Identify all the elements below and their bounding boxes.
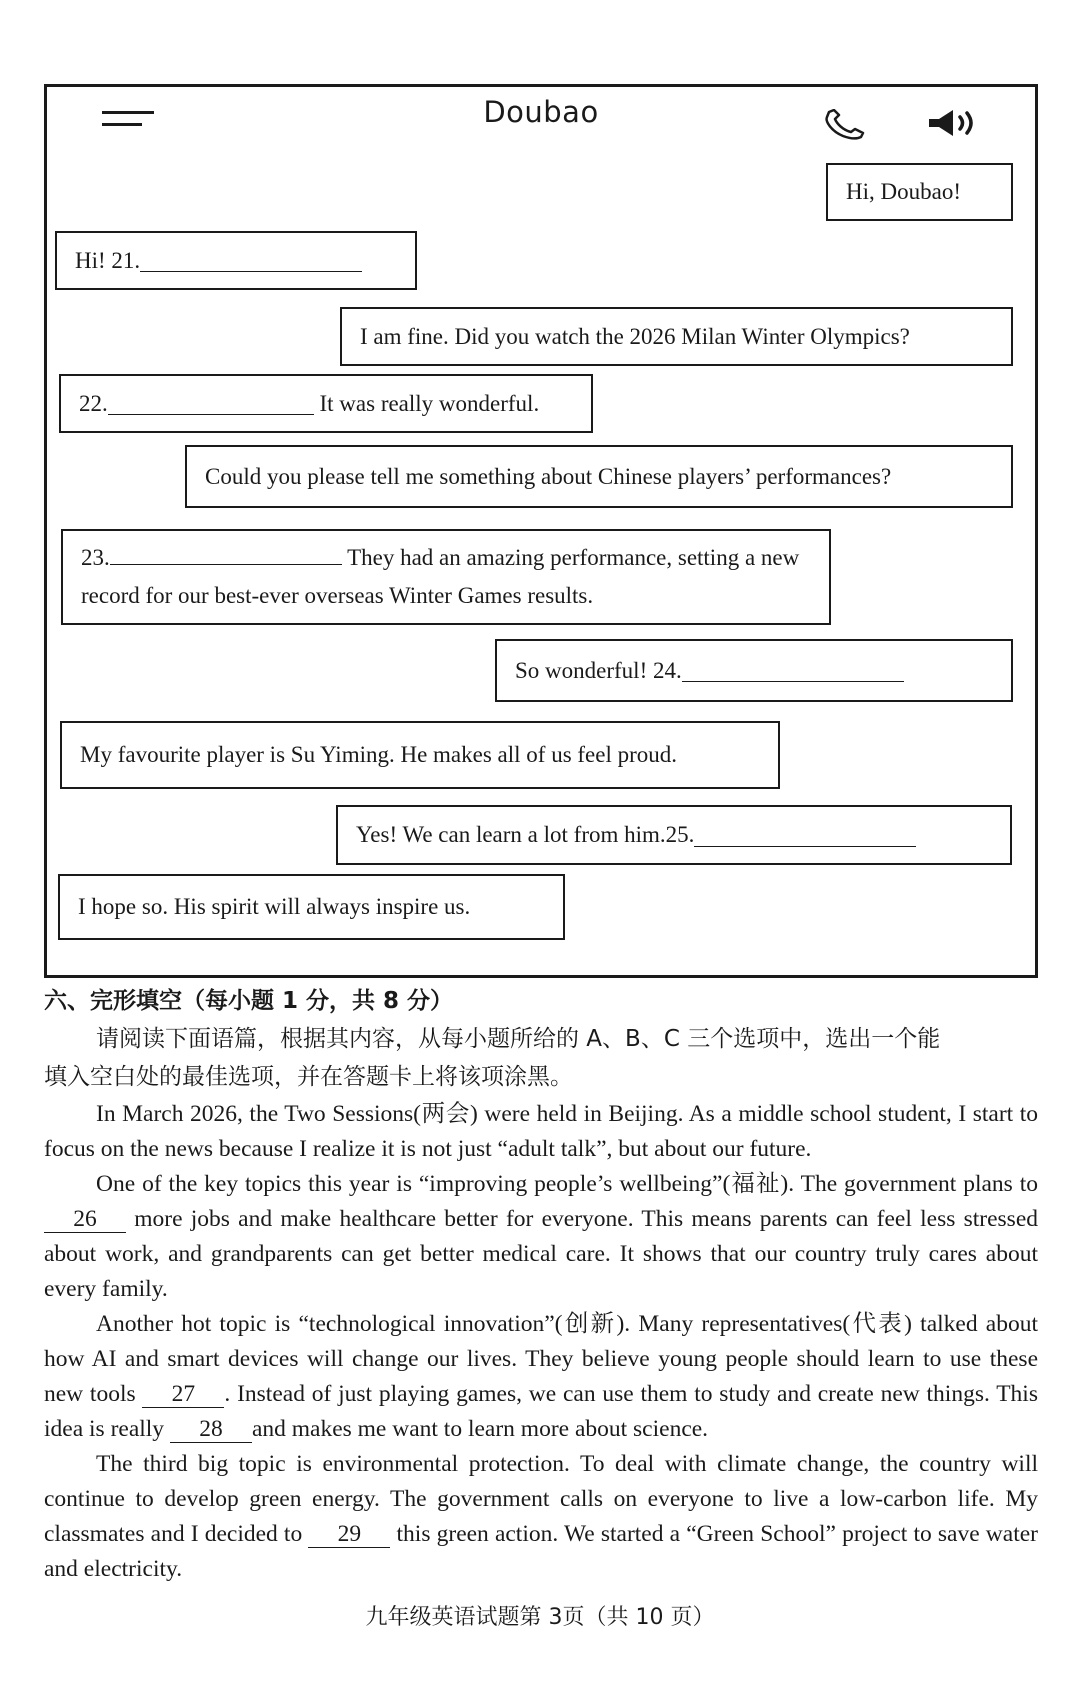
message-text: They had an amazing performance, setting a new (341, 545, 800, 570)
chat-bubble-right (826, 163, 1013, 221)
chat-bubble-right (495, 639, 1013, 702)
passage-paragraph-4 (44, 1447, 1038, 1587)
paragraph-text: and makes me want to learn more about science. (251, 1416, 709, 1442)
blank-29[interactable]: 29 (308, 1521, 390, 1548)
chat-bubble-right (185, 445, 1013, 508)
chat-bubble-left (61, 529, 831, 625)
page-footer: 九年级英语试题第 3页（共 10 页） (365, 1605, 715, 1630)
section-title: 六、完形填空（每小题 1 分，共 8 分） (44, 988, 454, 1014)
paragraph-text: One of the key topics this year is “improving people’s wellbeing”(福祉). The government plans to (96, 1171, 1038, 1197)
paragraph-text: The third big topic is environmental protection. To deal with climate change, the country will continue to develop green energy. The government calls on everyone to live a low-carbon life. My classmates and I decided to (44, 1451, 1038, 1547)
chat-bubble-left (55, 231, 417, 290)
chat-bubble-right (340, 307, 1013, 366)
message-text: My favourite player is Su Yiming. He makes all of us feel proud. (80, 742, 678, 767)
answer-blank-25[interactable] (694, 824, 916, 847)
message-text: Hi! 21. (75, 247, 141, 273)
app-title: Doubao (483, 95, 599, 129)
phone-icon[interactable] (823, 109, 871, 141)
answer-blank-22[interactable] (108, 392, 314, 415)
passage-paragraph-3 (44, 1307, 1038, 1447)
chat-bubble-left (60, 721, 780, 789)
chat-bubble-left (58, 874, 565, 940)
chat-bubble-right (336, 805, 1012, 865)
paragraph-text: more jobs and make healthcare better for everyone. This means parents can feel less stressed about work, and grandparents can get better medical care. It shows that our country truly cares about every family. (44, 1206, 1038, 1302)
answer-blank-23[interactable] (110, 542, 342, 565)
section-instruction: 填入空白处的最佳选项，并在答题卡上将该项涂黑。 (44, 1064, 573, 1090)
paragraph-text: In March 2026, the Two Sessions(两会) were held in Beijing. As a middle school student, I start to focus on the news because I realize it is not just “adult talk”, but about our future. (44, 1101, 1038, 1162)
paragraph-text: this green action. We started a “Green School” project to save water and electricity. (44, 1521, 1038, 1582)
paragraph-text: Another hot topic is “technological innovation”(创新). Many representatives(代表) talked about how AI and smart devices will change our lives. They believe young people should learn to use these new tools (44, 1311, 1038, 1407)
message-text: I am fine. Did you watch the 2026 Milan Winter Olympics? (360, 323, 910, 349)
chat-bubble-left (59, 374, 593, 433)
paragraph-text: . Instead of just playing games, we can use them to study and create new things. This idea is really (44, 1381, 1038, 1442)
chat-phone-frame (44, 84, 1038, 978)
message-text: Could you please tell me something about Chinese players’ performances? (205, 463, 892, 489)
message-text: record for our best-ever overseas Winter Games results. (81, 583, 594, 608)
message-text: So wonderful! 24. (515, 657, 682, 683)
message-text: Yes! We can learn a lot from him.25. (356, 822, 695, 847)
passage-paragraph-1 (44, 1097, 1038, 1167)
message-text: Hi, Doubao! (846, 179, 961, 204)
answer-blank-24[interactable] (682, 659, 904, 682)
answer-blank-21[interactable] (140, 249, 362, 272)
passage-paragraph-2 (44, 1167, 1038, 1307)
section-instruction: 请阅读下面语篇，根据其内容，从每小题所给的 A、B、C 三个选项中，选出一个能 (96, 1026, 941, 1052)
message-text: 23. (81, 545, 110, 570)
blank-27[interactable]: 27 (142, 1381, 224, 1408)
speaker-icon[interactable] (927, 107, 989, 139)
blank-28[interactable]: 28 (170, 1416, 252, 1443)
message-text: It was really wonderful. (313, 390, 540, 416)
blank-26[interactable]: 26 (44, 1206, 126, 1233)
message-text: I hope so. His spirit will always inspire us. (78, 894, 471, 919)
message-text: 22. (79, 390, 108, 416)
